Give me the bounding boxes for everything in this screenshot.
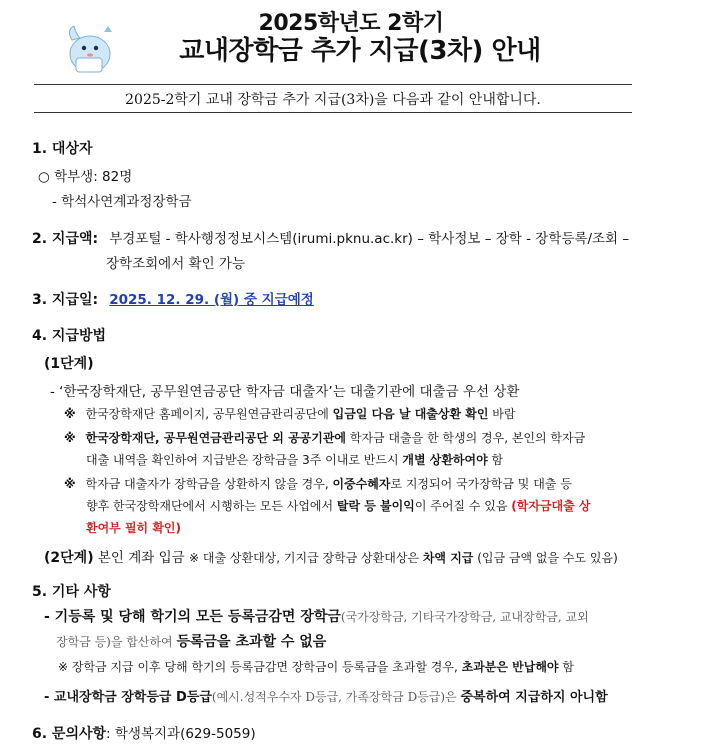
section3-line (32, 288, 314, 309)
note1-text: 한국장학재단 홈페이지, 공무원연금관리공단에 (85, 407, 333, 421)
note1-emphasis: 입금일 다음 날 대출상환 확인 (332, 407, 489, 421)
section5-line4 (44, 686, 608, 705)
section5-line1 (44, 606, 589, 626)
note2-line2 (86, 451, 503, 468)
note3-text: 학자금 대출자가 장학금을 상환하지 않을 경우, (85, 477, 333, 491)
section2-label: 2. 지급액: (32, 231, 99, 247)
note3-warning: (학자금대출 상 (511, 499, 591, 513)
section5-line3-tail: 함 (558, 660, 574, 674)
section5-line3-emphasis: 초과분은 반납해야 (461, 660, 559, 674)
note2-line2-text: 대출 내역을 확인하여 지급받은 장학금을 3주 이내로 반드시 (86, 453, 403, 467)
step2-emphasis: 차액 지급 (422, 551, 474, 565)
section5-line1-note: (국가장학금, 기타국가장학금, 교내장학금, 교외 (340, 610, 589, 624)
step1-label: (1단계) (44, 356, 94, 372)
divider-top (34, 84, 632, 85)
page-title-line2: 교내장학금 추가 지급(3차) 안내 (179, 36, 541, 66)
step2-label: (2단계) (44, 550, 94, 566)
step2-note: ※ 대출 상환대상, 기지급 장학금 상환대상은 (189, 551, 423, 565)
section5-line4-emphasis: - 교내장학금 장학등급 D등급 (44, 690, 212, 705)
step2-tail: (입금 금액 없을 수도 있음) (473, 551, 618, 565)
section1-heading: 1. 대상자 (32, 141, 93, 157)
note3-line2 (86, 497, 590, 514)
note2-emphasis: 한국장학재단, 공무원연금관리공단 외 공공기관에 (85, 431, 347, 445)
step1-main: - ‘한국장학재단, 공무원연금공단 학자금 대출자’는 대출기관에 대출금 우선 상환 (50, 384, 520, 400)
note2-mark: ※ (64, 431, 76, 445)
contact-value: : 학생복지과(629-5059) (106, 726, 256, 742)
note3-tail: 로 지정되어 국가장학금 및 대출 등 (390, 477, 572, 491)
note3-warning-line3: 환여부 필히 확인) (86, 521, 181, 535)
divider-bottom (34, 112, 632, 113)
section5-heading: 5. 기타 사항 (32, 584, 111, 600)
step2-line (44, 546, 618, 567)
section4-heading: 4. 지급방법 (32, 328, 107, 344)
note3-line2-tail: 이 주어질 수 있음 (414, 499, 512, 513)
section1-item-scholarship: - 학석사연계과정장학금 (52, 194, 192, 210)
note3-line2-text: 향후 한국장학재단에서 시행하는 모든 사업에서 (86, 499, 337, 513)
note3 (64, 475, 572, 492)
section5-line3 (58, 658, 574, 675)
note2-text: 학자금 대출을 한 학생의 경우, 본인의 학자금 (346, 431, 586, 445)
step2-text: 본인 계좌 입금 (93, 550, 190, 566)
section3-label: 3. 지급일: (32, 292, 99, 308)
note3-emphasis: 이중수혜자 (332, 477, 391, 491)
note2-line2-tail: 함 (487, 453, 504, 467)
subtitle: 2025-2학기 교내 장학금 추가 지급(3차)을 다음과 같이 안내합니다. (125, 92, 541, 108)
note2 (64, 429, 585, 446)
payment-date: 2025. 12. 29. (월) 중 지급예정 (109, 292, 314, 308)
section1-item-students: ○ 학부생: 82명 (38, 169, 133, 185)
note3-mark: ※ (64, 477, 76, 491)
page-title-line1: 2025학년도 2학기 (258, 11, 444, 36)
section5-line4-note: (예시.성적우수자 D등급, 가족장학금 D등급)은 (211, 690, 461, 704)
note3-line2-emphasis: 탈락 등 불이익 (336, 499, 415, 513)
note1-tail: 바람 (488, 407, 516, 421)
section2-value: 부경포털 - 학사행정정보시스템(irumi.pknu.ac.kr) – 학사정보 – 장학 - 장학등록/조회 – (109, 231, 630, 247)
note1 (64, 405, 515, 422)
section2-line1 (32, 227, 629, 248)
section5-line3-text: ※ 장학금 지급 이후 당해 학기의 등록금감면 장학금이 등록금을 초과할 경우, (58, 660, 462, 674)
section5-line1-emphasis: - 기등록 및 당해 학기의 모든 등록금감면 장학금 (44, 609, 341, 625)
section5-line2 (56, 631, 326, 651)
note1-mark: ※ (64, 407, 76, 421)
note2-line2-emphasis: 개별 상환하여야 (402, 453, 488, 467)
section5-line4-tail: 중복하여 지급하지 아니함 (460, 690, 608, 705)
section5-line2-note: 장학금 등)을 합산하여 (56, 635, 177, 649)
section6-label: 6. 문의사항 (32, 726, 107, 742)
section5-line2-emphasis: 등록금을 초과할 수 없음 (176, 634, 327, 650)
section6-line (32, 722, 256, 743)
section2-line2: 장학조회에서 확인 가능 (106, 256, 245, 272)
